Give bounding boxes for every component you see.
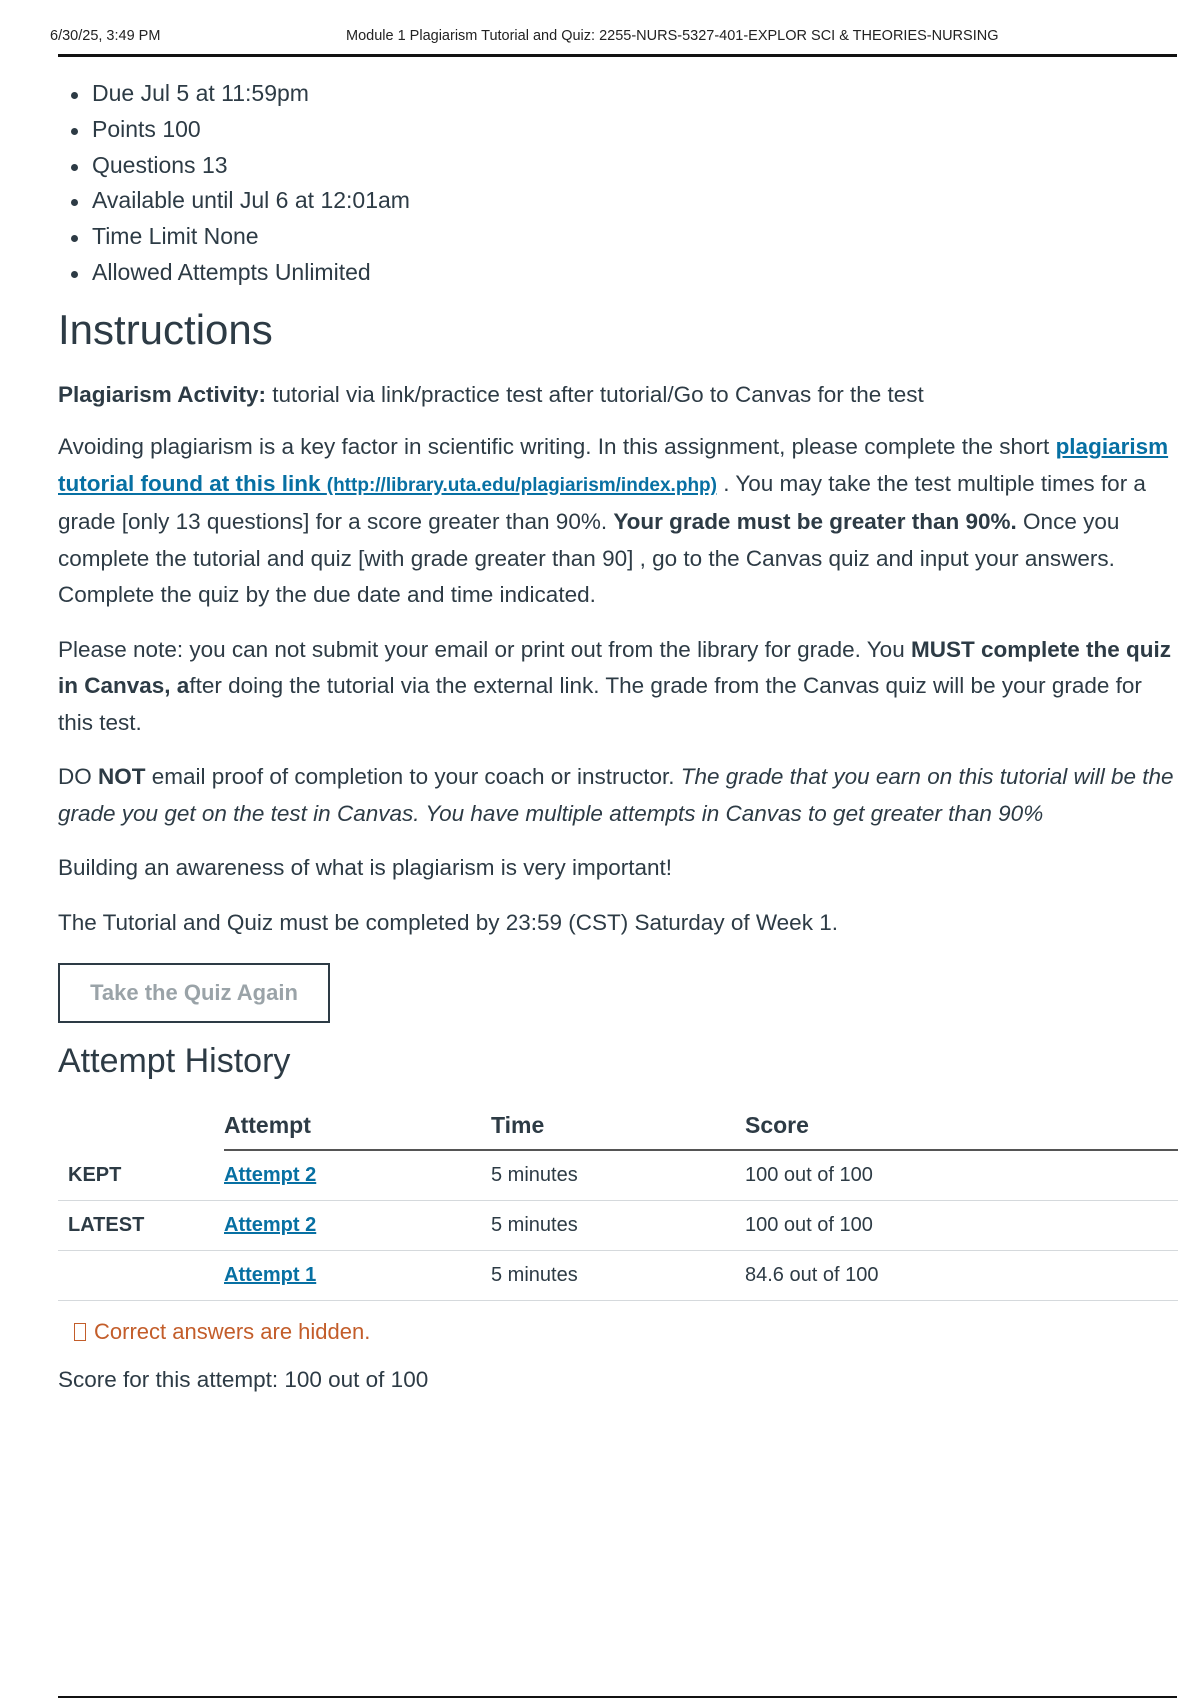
table-row: [58, 1201, 1178, 1251]
attempt-link[interactable]: Attempt 2: [224, 1214, 317, 1237]
instructions-paragraph-2: Avoiding plagiarism is a key factor in scientific writing. In this assignment, please complete the short plagiarism tutorial found at this link (http://library.uta.edu/plagiarism/index.php) . You may take the test multiple times for a grade [only 13 questions] for a score greater than 90%. Your grade must be greater than 90%. Once you complete the tutorial and quiz [with grade greater than 90] , go to the Canvas quiz and input your answers. Complete the quiz by the due date and time indicated.: [58, 434, 1169, 608]
detail-available: Available until Jul 6 at 12:01am: [58, 183, 1178, 219]
take-quiz-again-button[interactable]: Take the Quiz Again: [58, 963, 330, 1023]
attempt-score: Score for this attempt: 100 out of 100: [58, 1367, 429, 1393]
instructions-paragraph-1: Plagiarism Activity: tutorial via link/practice test after tutorial/Go to Canvas for the test: [58, 381, 924, 407]
quiz-details-list: [58, 76, 1178, 291]
row-time: 5 minutes: [491, 1150, 745, 1201]
detail-allowed-attempts: Allowed Attempts Unlimited: [58, 255, 1178, 291]
table-header-row: [58, 1105, 1178, 1150]
attempt-history-heading: Attempt History: [58, 1042, 291, 1081]
row-time: 5 minutes: [491, 1251, 745, 1301]
row-attempt-cell: [224, 1251, 491, 1301]
row-score: 100 out of 100: [745, 1150, 1178, 1201]
attempt-link[interactable]: Attempt 1: [224, 1264, 317, 1287]
row-tag: [58, 1251, 224, 1301]
instructions-paragraph-5: Building an awareness of what is plagiarism is very important!: [58, 855, 673, 881]
header-divider: [58, 54, 1177, 57]
row-score: 100 out of 100: [745, 1201, 1178, 1251]
attempt-link[interactable]: Attempt 2: [224, 1164, 317, 1187]
instructions-body: [58, 377, 1178, 942]
detail-time-limit: Time Limit None: [58, 219, 1178, 255]
row-score: 84.6 out of 100: [745, 1251, 1178, 1301]
print-page-title: Module 1 Plagiarism Tutorial and Quiz: 2255-NURS-5327-401-EXPLOR SCI & THEORIES-NURSING: [346, 28, 999, 44]
print-datetime: 6/30/25, 3:49 PM: [50, 28, 161, 44]
warning-icon: [74, 1323, 86, 1341]
row-attempt-cell: [224, 1150, 491, 1201]
quiz-content: [58, 76, 1178, 1393]
header-blank: [58, 1105, 224, 1150]
table-row: [58, 1251, 1178, 1301]
detail-due: Due Jul 5 at 11:59pm: [58, 76, 1178, 112]
row-attempt-cell: [224, 1201, 491, 1251]
notice-text: Correct answers are hidden.: [94, 1319, 371, 1345]
instructions-paragraph-6: The Tutorial and Quiz must be completed by 23:59 (CST) Saturday of Week 1.: [58, 909, 838, 935]
instructions-heading: Instructions: [58, 305, 273, 353]
row-time: 5 minutes: [491, 1201, 745, 1251]
detail-points: Points 100: [58, 112, 1178, 148]
header-attempt: Attempt: [224, 1105, 491, 1150]
instructions-paragraph-3: Please note: you can not submit your email or print out from the library for grade. You MUST complete the quiz in Canvas, after doing the tutorial via the external link. The grade from the Canvas quiz will be your grade for this test.: [58, 636, 1171, 735]
footer-divider: [58, 1696, 1177, 1698]
table-row: [58, 1150, 1178, 1201]
row-tag: KEPT: [58, 1150, 224, 1201]
attempt-history-table: [58, 1105, 1178, 1301]
row-tag: LATEST: [58, 1201, 224, 1251]
instructions-paragraph-4: DO NOT email proof of completion to your coach or instructor. The grade that you earn on this tutorial will be the grade you get on the test in Canvas. You have multiple attempts in Canvas to get greater than 90%: [58, 764, 1174, 826]
header-score: Score: [745, 1105, 1178, 1150]
plagiarism-tutorial-link[interactable]: plagiarism tutorial found at this link (http://library.uta.edu/plagiarism/index.php): [58, 434, 1169, 496]
detail-questions: Questions 13: [58, 148, 1178, 184]
header-time: Time: [491, 1105, 745, 1150]
answers-hidden-notice: [58, 1319, 1178, 1345]
